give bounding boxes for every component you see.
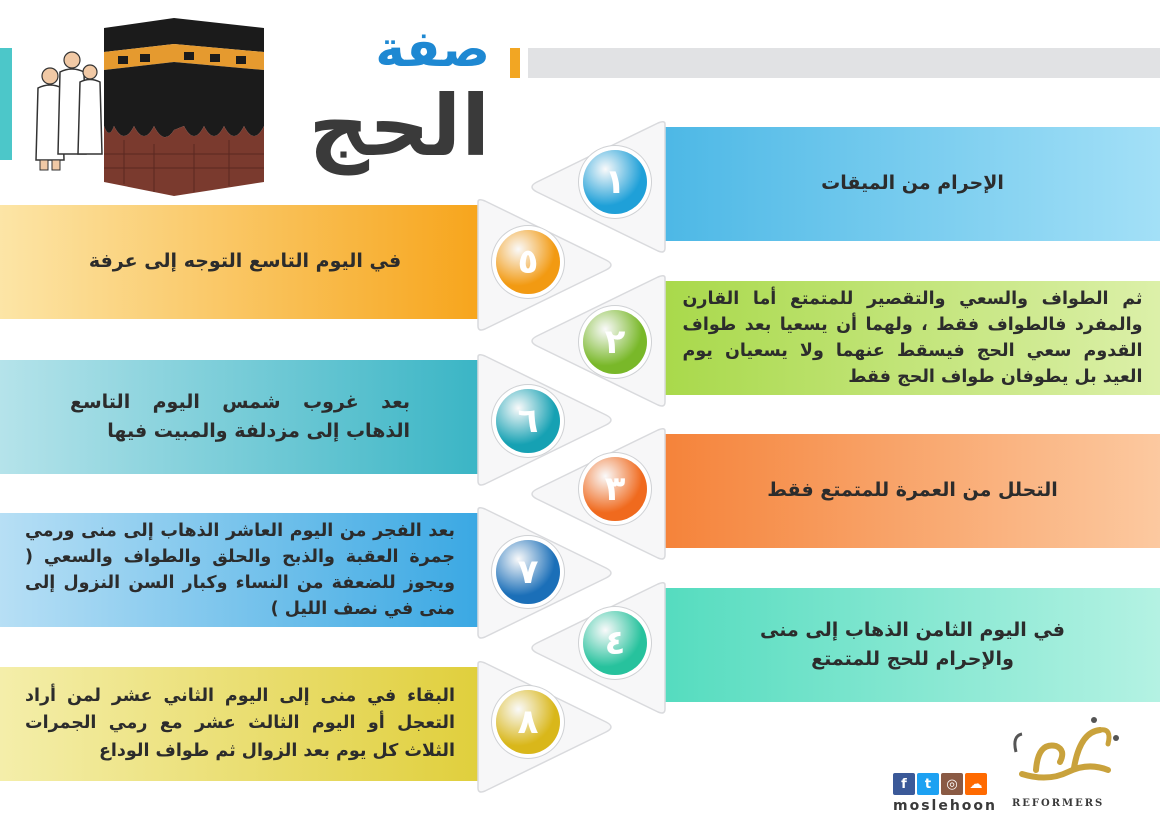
step-1-band <box>665 127 1160 241</box>
kaaba-illustration <box>24 14 269 204</box>
left-edge-accent <box>0 48 12 160</box>
pilgrims-figures <box>36 52 102 170</box>
moslehoon-logo <box>1008 712 1128 792</box>
step-3-text: التحلل من العمرة للمتمتع فقط <box>767 479 1058 502</box>
title-line-2: الحج <box>308 77 490 175</box>
step-6-text: بعد غروب شمس اليوم التاسع الذهاب إلى مزدلفة والمبيت فيها <box>70 390 410 442</box>
step-8-badge <box>478 660 628 794</box>
step-8-number: ٨ <box>496 690 560 754</box>
step-5-text: في اليوم التاسع التوجه إلى عرفة <box>88 250 402 273</box>
step-8-band <box>0 667 480 781</box>
step-4-band <box>665 588 1160 702</box>
step-2-text: ثم الطواف والسعي والتقصير للمتمتع أما القارن والمفرد فالطواف فقط ، ولهما أن يسعيا بعد طواف القدوم سعي الحج فيسقط عنهما ولا يسعيان يوم العيد بل يطوفان طواف الحج فقط <box>682 288 1143 388</box>
step-8-text: البقاء في منى إلى اليوم الثاني عشر لمن أراد التعجل أو اليوم الثالث عشر مع رمي الجمرات الثلاث كل يوم بعد الزوال ثم طواف الوداع <box>25 686 455 761</box>
step-2-number: ٢ <box>583 310 647 374</box>
step-7-number: ٧ <box>496 540 560 604</box>
social-handle: moslehoon <box>893 798 998 814</box>
step-3-band <box>665 434 1160 548</box>
instagram-icon[interactable]: ◎ <box>941 773 963 795</box>
twitter-icon[interactable]: t <box>917 773 939 795</box>
step-7-band <box>0 513 480 627</box>
step-3-number: ٣ <box>583 457 647 521</box>
step-4-text: في اليوم الثامن الذهاب إلى منى والإحرام للحج للمتمتع <box>759 618 1065 670</box>
brand-name: REFORMERS <box>1012 798 1105 809</box>
step-4-number: ٤ <box>583 611 647 675</box>
social-links <box>893 773 987 795</box>
step-5-number: ٥ <box>496 230 560 294</box>
header-grey-bar <box>528 48 1160 78</box>
step-6-number: ٦ <box>496 389 560 453</box>
step-5-badge <box>478 198 628 332</box>
step-6-band <box>0 360 480 474</box>
step-6-badge <box>478 353 628 487</box>
facebook-icon[interactable]: f <box>893 773 915 795</box>
header-accent-bar <box>510 48 520 78</box>
soundcloud-icon[interactable]: ☁ <box>965 773 987 795</box>
step-1-text: الإحرام من الميقات <box>821 172 1004 195</box>
step-1-number: ١ <box>583 150 647 214</box>
title-line-1: صفة <box>375 20 490 78</box>
step-5-band <box>0 205 480 319</box>
step-7-text: بعد الفجر من اليوم العاشر الذهاب إلى منى ورمي جمرة العقبة والذبح والحلق والطواف والسعي ( ويجوز للضعفة من النساء وكبار السن النزول إلى منى في نصف الليل ) <box>25 520 455 620</box>
step-7-badge <box>478 506 628 640</box>
step-2-band <box>665 281 1160 395</box>
